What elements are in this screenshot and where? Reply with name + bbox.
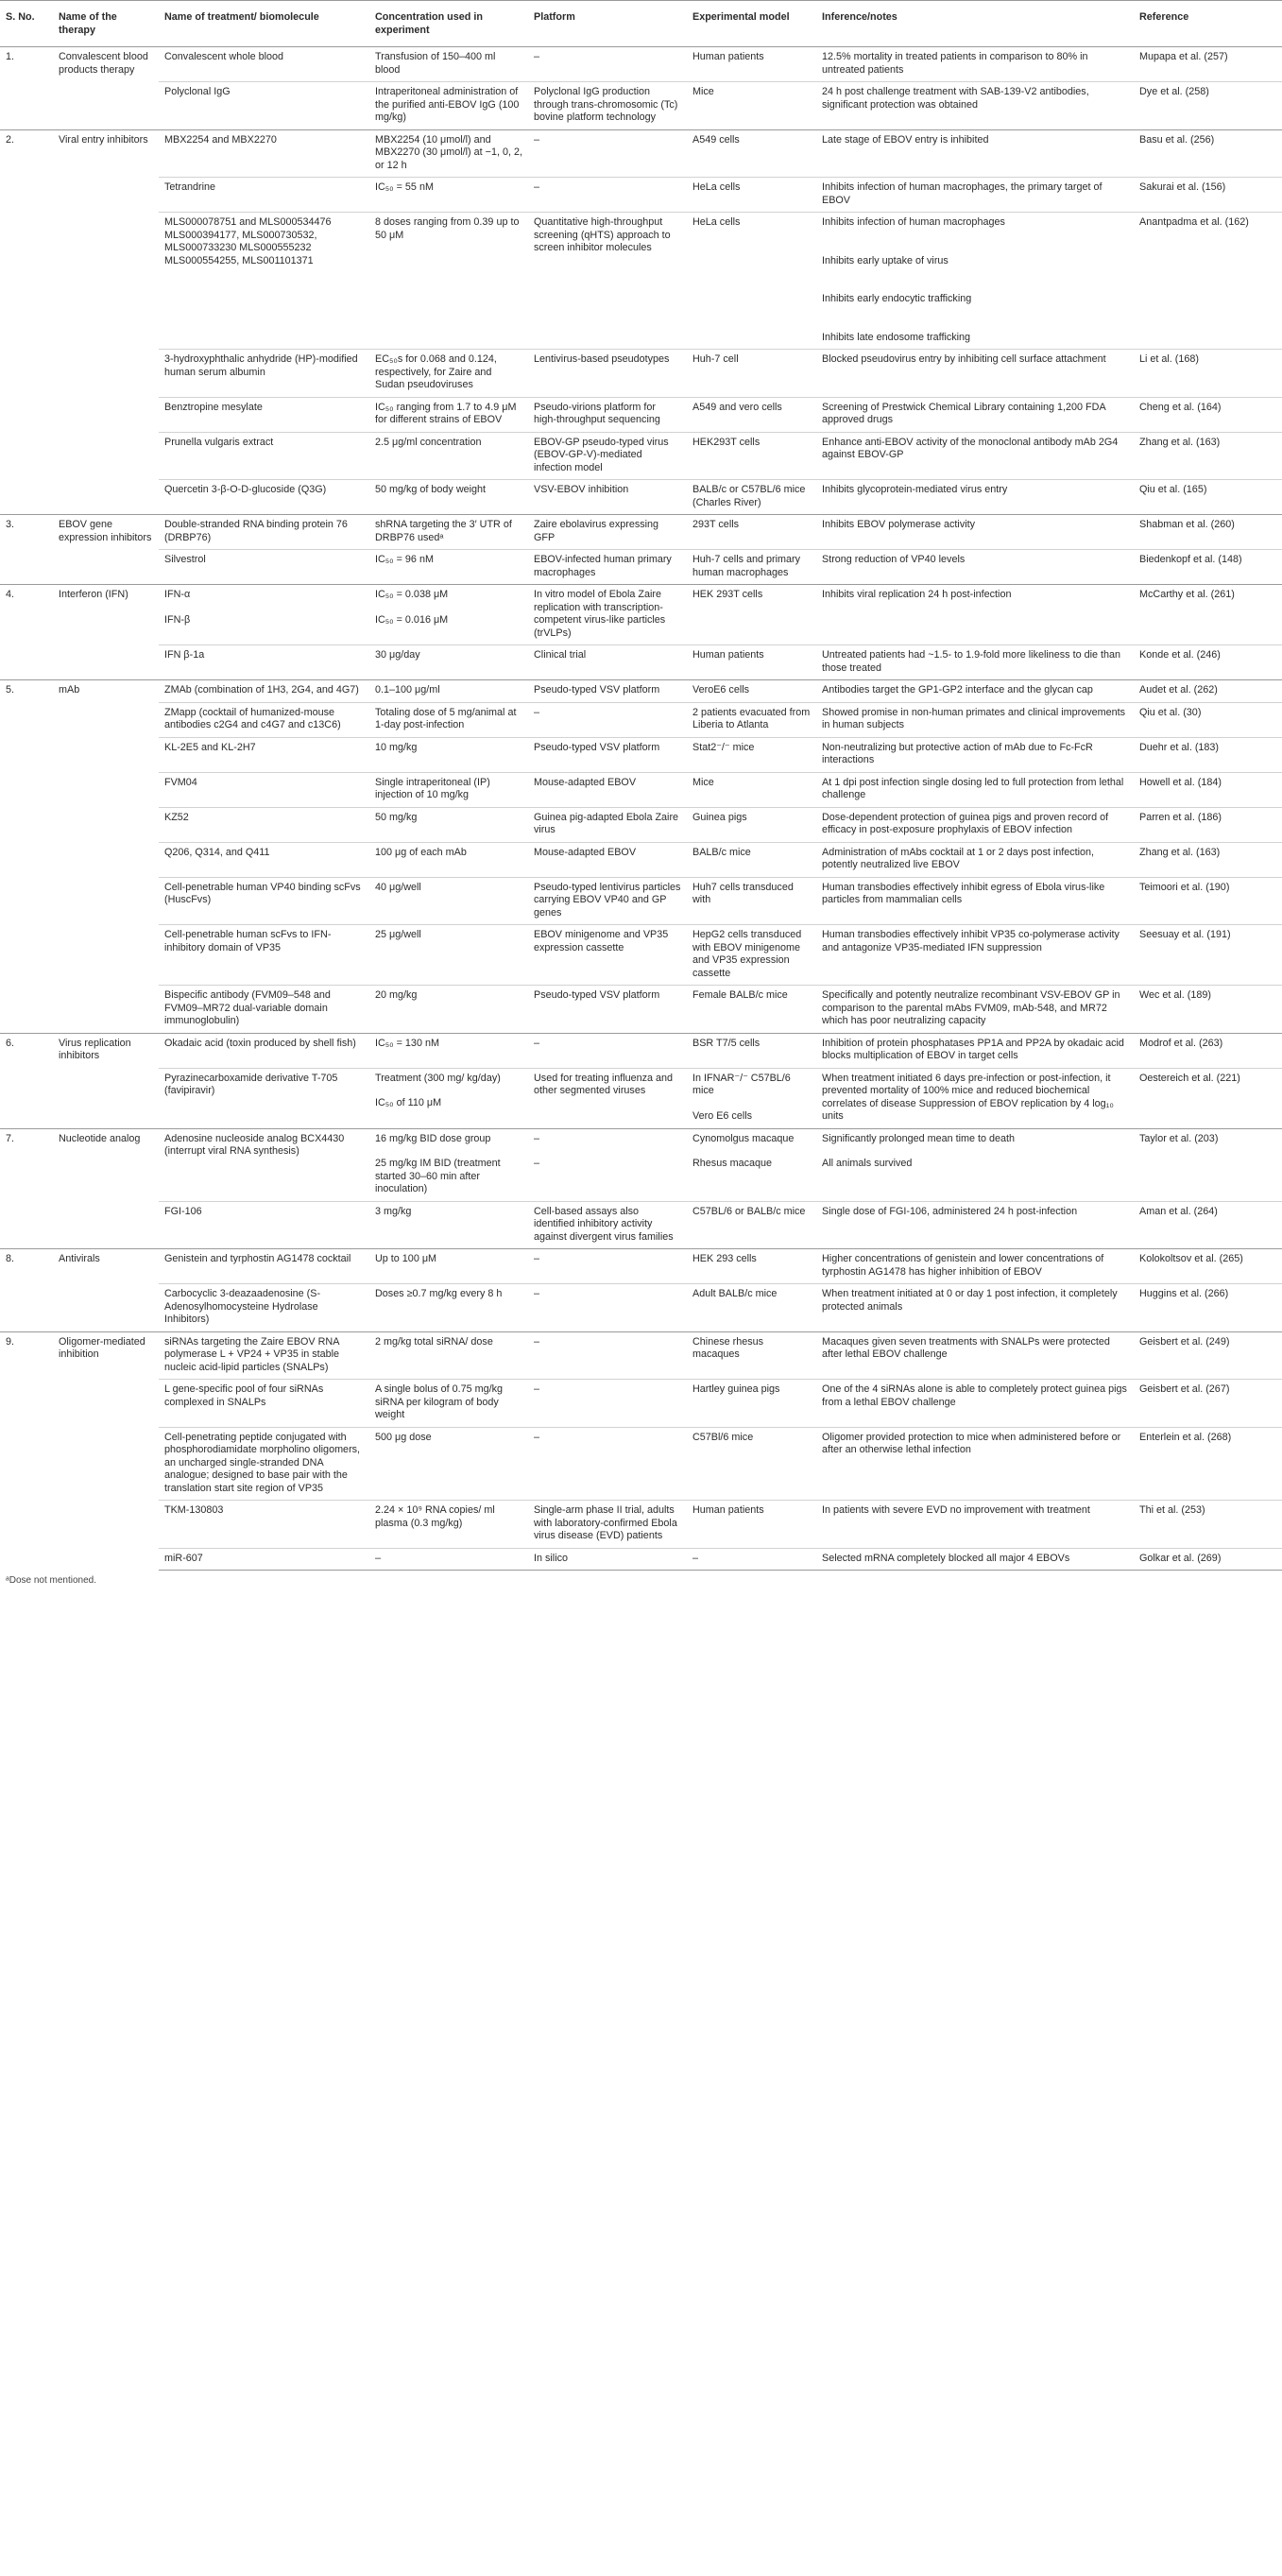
concentration-cell: A single bolus of 0.75 mg/kg siRNA per kilogram of body weight [369, 1380, 528, 1428]
platform-cell: Guinea pig-adapted Ebola Zaire virus [528, 807, 687, 842]
row-number: 4. [0, 585, 53, 680]
concentration-cell: Totaling dose of 5 mg/animal at 1-day post-infection [369, 702, 528, 737]
reference-cell: Zhang et al. (163) [1134, 842, 1282, 877]
therapy-name: Interferon (IFN) [53, 585, 159, 680]
reference-cell: Zhang et al. (163) [1134, 432, 1282, 480]
table-row [0, 1284, 1282, 1332]
concentration-cell [369, 1128, 528, 1201]
table-row [0, 772, 1282, 807]
model-line: In IFNAR⁻/⁻ C57BL/6 mice [692, 1072, 791, 1096]
reference-cell: Teimoori et al. (190) [1134, 877, 1282, 925]
notes-cell: Inhibits EBOV polymerase activity [816, 515, 1134, 550]
concentration-cell: EC₅₀s for 0.068 and 0.124, respectively, for Zaire and Sudan pseudoviruses [369, 350, 528, 398]
model-cell: Hartley guinea pigs [687, 1380, 816, 1428]
table-row [0, 842, 1282, 877]
table-row [0, 1331, 1282, 1380]
model-cell: BSR T7/5 cells [687, 1033, 816, 1068]
concentration-cell: 20 mg/kg [369, 986, 528, 1034]
platform-cell: – [528, 1427, 687, 1501]
header-therapy: Name of the therapy [53, 1, 159, 47]
footnote: ᵃDose not mentioned. [6, 1575, 97, 1586]
concentration-cell: 2.24 × 10⁹ RNA copies/ ml plasma (0.3 mg/kg) [369, 1501, 528, 1549]
model-cell: HEK 293 cells [687, 1249, 816, 1284]
table-row [0, 1068, 1282, 1128]
notes-cell: Screening of Prestwick Chemical Library containing 1,200 FDA approved drugs [816, 397, 1134, 432]
model-cell: Adult BALB/c mice [687, 1284, 816, 1332]
table-row [0, 1548, 1282, 1571]
table-row [0, 480, 1282, 515]
reference-cell: Audet et al. (262) [1134, 680, 1282, 703]
model-line: Rhesus macaque [692, 1158, 773, 1169]
concentration-cell: 0.1–100 μg/ml [369, 680, 528, 703]
treatment-cell: Tetrandrine [159, 178, 369, 213]
platform-cell [528, 1128, 687, 1201]
model-cell: HeLa cells [687, 178, 816, 213]
treatment-cell: Cell-penetrating peptide conjugated with phosphorodiamidate morpholino oligomers, an uncharged single-stranded DNA analogue; designed to base pair with the translation start site region of VP35 [159, 1427, 369, 1501]
notes-cell: Late stage of EBOV entry is inhibited [816, 129, 1134, 178]
concentration-cell [369, 1068, 528, 1128]
notes-line: Inhibits early uptake of virus [822, 254, 949, 266]
model-cell: C57Bl/6 mice [687, 1427, 816, 1501]
treatment-cell: Genistein and tyrphostin AG1478 cocktail [159, 1249, 369, 1284]
reference-cell: Golkar et al. (269) [1134, 1548, 1282, 1571]
treatment-cell: Cell-penetrable human VP40 binding scFvs (HuscFvs) [159, 877, 369, 925]
treatment-cell: Q206, Q314, and Q411 [159, 842, 369, 877]
model-cell: Huh-7 cells and primary human macrophages [687, 550, 816, 585]
row-number: 6. [0, 1033, 53, 1128]
header-platform: Platform [528, 1, 687, 47]
concentration-cell: Single intraperitoneal (IP) injection of 10 mg/kg [369, 772, 528, 807]
notes-cell: Enhance anti-EBOV activity of the monoclonal antibody mAb 2G4 against EBOV-GP [816, 432, 1134, 480]
model-cell: Female BALB/c mice [687, 986, 816, 1034]
model-cell: Mice [687, 82, 816, 130]
notes-cell: Dose-dependent protection of guinea pigs and proven record of efficacy in post-exposure prophylaxis of EBOV infection [816, 807, 1134, 842]
notes-cell: Administration of mAbs cocktail at 1 or 2 days post infection, potently neutralized live EBOV [816, 842, 1134, 877]
therapy-name: Viral entry inhibitors [53, 129, 159, 515]
table-row [0, 550, 1282, 585]
platform-cell: – [528, 702, 687, 737]
row-number: 7. [0, 1128, 53, 1249]
table-row [0, 1427, 1282, 1501]
platform-cell: Pseudo-typed VSV platform [528, 680, 687, 703]
reference-cell: Aman et al. (264) [1134, 1201, 1282, 1249]
treatment-cell: Double-stranded RNA binding protein 76 (DRBP76) [159, 515, 369, 550]
notes-line: Inhibits early endocytic trafficking [822, 293, 972, 304]
notes-cell: In patients with severe EVD no improvement with treatment [816, 1501, 1134, 1549]
model-line: Cynomolgus macaque [692, 1132, 795, 1144]
platform-cell: Clinical trial [528, 645, 687, 680]
treatment-cell: KZ52 [159, 807, 369, 842]
header-model: Experimental model [687, 1, 816, 47]
treatment-cell: MLS000078751 and MLS000534476 MLS000394177, MLS000730532, MLS000733230 MLS000555232 MLS000554255, MLS001101371 [159, 213, 369, 350]
notes-cell: 24 h post challenge treatment with SAB-139-V2 antibodies, significant protection was obtained [816, 82, 1134, 130]
table-row [0, 350, 1282, 398]
concentration-cell: 50 mg/kg [369, 807, 528, 842]
model-cell: Huh7 cells transduced with [687, 877, 816, 925]
reference-cell: Shabman et al. (260) [1134, 515, 1282, 550]
notes-cell: Oligomer provided protection to mice when administered before or after an otherwise lethal infection [816, 1427, 1134, 1501]
treatment-cell: FVM04 [159, 772, 369, 807]
model-cell: A549 cells [687, 129, 816, 178]
treatment-cell: ZMapp (cocktail of humanized-mouse antibodies c2G4 and c4G7 and c13C6) [159, 702, 369, 737]
reference-cell: Kolokoltsov et al. (265) [1134, 1249, 1282, 1284]
concentration-cell: 40 μg/well [369, 877, 528, 925]
model-cell: A549 and vero cells [687, 397, 816, 432]
notes-line: Inhibits late endosome trafficking [822, 331, 971, 343]
reference-cell: Taylor et al. (203) [1134, 1128, 1282, 1201]
treatment-cell: KL-2E5 and KL-2H7 [159, 737, 369, 772]
platform-cell: Pseudo-typed lentivirus particles carrying EBOV VP40 and GP genes [528, 877, 687, 925]
header-treatment: Name of treatment/ biomolecule [159, 1, 369, 47]
concentration-cell: 8 doses ranging from 0.39 up to 50 μM [369, 213, 528, 350]
treatment-cell: Prunella vulgaris extract [159, 432, 369, 480]
platform-cell: Pseudo-typed VSV platform [528, 986, 687, 1034]
treatment-cell: Bispecific antibody (FVM09–548 and FVM09–MR72 dual-variable domain immunoglobulin) [159, 986, 369, 1034]
table-row [0, 1201, 1282, 1249]
reference-cell: Cheng et al. (164) [1134, 397, 1282, 432]
platform-cell: – [528, 1331, 687, 1380]
model-cell: Stat2⁻/⁻ mice [687, 737, 816, 772]
platform-cell: VSV-EBOV inhibition [528, 480, 687, 515]
table-row [0, 1128, 1282, 1201]
platform-cell: – [528, 129, 687, 178]
concentration-cell: Up to 100 μM [369, 1249, 528, 1284]
table-row [0, 1380, 1282, 1428]
therapy-name: Virus replication inhibitors [53, 1033, 159, 1128]
concentration-cell: 10 mg/kg [369, 737, 528, 772]
table-row [0, 645, 1282, 680]
model-cell: Human patients [687, 645, 816, 680]
concentration-cell: Intraperitoneal administration of the purified anti-EBOV IgG (100 mg/kg) [369, 82, 528, 130]
reference-cell: Seesuay et al. (191) [1134, 925, 1282, 986]
conc-line: IC₅₀ = 0.038 μM [375, 589, 449, 600]
platform-cell: Lentivirus-based pseudotypes [528, 350, 687, 398]
treatment-line: IFN-α [164, 589, 191, 600]
notes-cell: Single dose of FGI-106, administered 24 h post-infection [816, 1201, 1134, 1249]
treatment-cell: IFN β-1a [159, 645, 369, 680]
model-cell: BALB/c mice [687, 842, 816, 877]
reference-cell: Thi et al. (253) [1134, 1501, 1282, 1549]
table-row [0, 515, 1282, 550]
therapy-name: mAb [53, 680, 159, 1034]
reference-cell: Geisbert et al. (249) [1134, 1331, 1282, 1380]
treatment-cell: Pyrazinecarboxamide derivative T-705 (favipiravir) [159, 1068, 369, 1128]
notes-cell: Inhibits viral replication 24 h post-infection [816, 585, 1134, 645]
model-cell: 293T cells [687, 515, 816, 550]
notes-line: Inhibits infection of human macrophages [822, 216, 1005, 228]
table-row [0, 925, 1282, 986]
table-row [0, 680, 1282, 703]
reference-cell: Parren et al. (186) [1134, 807, 1282, 842]
notes-cell: Untreated patients had ~1.5- to 1.9-fold more likeliness to die than those treated [816, 645, 1134, 680]
table-body [0, 47, 1282, 1571]
platform-cell: Used for treating influenza and other segmented viruses [528, 1068, 687, 1128]
model-cell: BALB/c or C57BL/6 mice (Charles River) [687, 480, 816, 515]
treatment-cell: Quercetin 3-β-O-D-glucoside (Q3G) [159, 480, 369, 515]
reference-cell: Duehr et al. (183) [1134, 737, 1282, 772]
notes-cell: Human transbodies effectively inhibit egress of Ebola virus-like particles from mammalian cells [816, 877, 1134, 925]
notes-cell: Antibodies target the GP1-GP2 interface and the glycan cap [816, 680, 1134, 703]
reference-cell: Biedenkopf et al. (148) [1134, 550, 1282, 585]
treatment-cell [159, 585, 369, 645]
platform-cell: EBOV-GP pseudo-typed virus (EBOV-GP-V)-mediated infection model [528, 432, 687, 480]
row-number: 3. [0, 515, 53, 585]
model-cell: Chinese rhesus macaques [687, 1331, 816, 1380]
model-cell: Guinea pigs [687, 807, 816, 842]
reference-cell: McCarthy et al. (261) [1134, 585, 1282, 645]
row-number: 2. [0, 129, 53, 515]
platform-cell: Pseudo-virions platform for high-throughput sequencing [528, 397, 687, 432]
model-cell: C57BL/6 or BALB/c mice [687, 1201, 816, 1249]
concentration-cell: Transfusion of 150–400 ml blood [369, 47, 528, 82]
model-cell: – [687, 1548, 816, 1571]
conc-line: 25 mg/kg IM BID (treatment started 30–60 min after inoculation) [375, 1158, 501, 1194]
concentration-cell: IC₅₀ ranging from 1.7 to 4.9 μM for different strains of EBOV [369, 397, 528, 432]
concentration-cell: 50 mg/kg of body weight [369, 480, 528, 515]
table-row [0, 1249, 1282, 1284]
notes-cell: Selected mRNA completely blocked all major 4 EBOVs [816, 1548, 1134, 1571]
header-concentration: Concentration used in experiment [369, 1, 528, 47]
treatment-cell: ZMAb (combination of 1H3, 2G4, and 4G7) [159, 680, 369, 703]
platform-cell: – [528, 47, 687, 82]
row-number: 5. [0, 680, 53, 1034]
model-cell: HEK 293T cells [687, 585, 816, 645]
platform-cell: Quantitative high-throughput screening (qHTS) approach to screen inhibitor molecules [528, 213, 687, 350]
concentration-cell: IC₅₀ = 130 nM [369, 1033, 528, 1068]
notes-cell: Macaques given seven treatments with SNALPs were protected after lethal EBOV challenge [816, 1331, 1134, 1380]
table-row [0, 1033, 1282, 1068]
reference-cell: Huggins et al. (266) [1134, 1284, 1282, 1332]
model-cell: HEK293T cells [687, 432, 816, 480]
platform-line: – [534, 1158, 540, 1169]
row-number: 9. [0, 1331, 53, 1571]
model-cell: HeLa cells [687, 213, 816, 350]
concentration-cell: IC₅₀ = 55 nM [369, 178, 528, 213]
row-number: 1. [0, 47, 53, 130]
table-row [0, 432, 1282, 480]
treatment-cell: siRNAs targeting the Zaire EBOV RNA polymerase L + VP24 + VP35 in stable nucleic acid-lipid particles (SNALPs) [159, 1331, 369, 1380]
treatment-cell: miR-607 [159, 1548, 369, 1571]
header-sno: S. No. [0, 1, 53, 47]
conc-line: 16 mg/kg BID dose group [375, 1132, 491, 1144]
concentration-cell: IC₅₀ = 96 nM [369, 550, 528, 585]
notes-cell [816, 1128, 1134, 1201]
notes-cell: 12.5% mortality in treated patients in comparison to 80% in untreated patients [816, 47, 1134, 82]
platform-cell: Pseudo-typed VSV platform [528, 737, 687, 772]
notes-cell: Inhibits glycoprotein-mediated virus entry [816, 480, 1134, 515]
reference-cell: Enterlein et al. (268) [1134, 1427, 1282, 1501]
model-cell [687, 1068, 816, 1128]
concentration-cell: 2.5 μg/ml concentration [369, 432, 528, 480]
treatment-cell: Carbocyclic 3-deazaadenosine (S-Adenosylhomocysteine Hydrolase Inhibitors) [159, 1284, 369, 1332]
therapy-name: EBOV gene expression inhibitors [53, 515, 159, 585]
reference-cell: Qiu et al. (30) [1134, 702, 1282, 737]
notes-line: All animals survived [822, 1158, 913, 1169]
model-cell: 2 patients evacuated from Liberia to Atlanta [687, 702, 816, 737]
reference-cell: Modrof et al. (263) [1134, 1033, 1282, 1068]
treatment-cell: L gene-specific pool of four siRNAs complexed in SNALPs [159, 1380, 369, 1428]
platform-line: – [534, 1132, 540, 1144]
conc-line: Treatment (300 mg/ kg/day) [375, 1072, 501, 1084]
notes-cell: Non-neutralizing but protective action of mAb due to Fc-FcR interactions [816, 737, 1134, 772]
therapy-name: Oligomer-mediated inhibition [53, 1331, 159, 1571]
notes-cell: Showed promise in non-human primates and clinical improvements in human subjects [816, 702, 1134, 737]
platform-cell: In silico [528, 1548, 687, 1571]
reference-cell: Anantpadma et al. (162) [1134, 213, 1282, 350]
table-row [0, 82, 1282, 130]
reference-cell: Basu et al. (256) [1134, 129, 1282, 178]
treatment-line: IFN-β [164, 613, 191, 626]
concentration-cell: shRNA targeting the 3′ UTR of DRBP76 usedᵃ [369, 515, 528, 550]
model-cell: VeroE6 cells [687, 680, 816, 703]
platform-cell: – [528, 1380, 687, 1428]
notes-cell [816, 213, 1134, 350]
reference-cell: Geisbert et al. (267) [1134, 1380, 1282, 1428]
table-row [0, 1501, 1282, 1549]
platform-cell: Zaire ebolavirus expressing GFP [528, 515, 687, 550]
model-cell: Huh-7 cell [687, 350, 816, 398]
notes-line: Significantly prolonged mean time to death [822, 1132, 1016, 1144]
conc-line: IC₅₀ = 0.016 μM [375, 613, 449, 626]
table-row [0, 702, 1282, 737]
table-row [0, 986, 1282, 1034]
concentration-cell: 100 μg of each mAb [369, 842, 528, 877]
treatment-cell: Polyclonal IgG [159, 82, 369, 130]
table-row [0, 737, 1282, 772]
table-row [0, 47, 1282, 82]
therapy-name: Antivirals [53, 1249, 159, 1332]
reference-cell: Dye et al. (258) [1134, 82, 1282, 130]
platform-cell: Polyclonal IgG production through trans-chromosomic (Tc) bovine platform technology [528, 82, 687, 130]
table-row [0, 585, 1282, 645]
concentration-cell: 2 mg/kg total siRNA/ dose [369, 1331, 528, 1380]
notes-cell: Specifically and potently neutralize recombinant VSV-EBOV GP in comparison to the parental mAbs FVM09, mAb-548, and MR72 which has poor neutralizing capacity [816, 986, 1134, 1034]
platform-cell: – [528, 178, 687, 213]
treatment-cell: Cell-penetrable human scFvs to IFN-inhibitory domain of VP35 [159, 925, 369, 986]
platform-cell: EBOV-infected human primary macrophages [528, 550, 687, 585]
row-number: 8. [0, 1249, 53, 1332]
table-row [0, 807, 1282, 842]
reference-cell: Oestereich et al. (221) [1134, 1068, 1282, 1128]
reference-cell: Konde et al. (246) [1134, 645, 1282, 680]
platform-cell: Cell-based assays also identified inhibitory activity against divergent virus families [528, 1201, 687, 1249]
treatment-cell: TKM-130803 [159, 1501, 369, 1549]
notes-cell: Inhibits infection of human macrophages, the primary target of EBOV [816, 178, 1134, 213]
model-cell: HepG2 cells transduced with EBOV minigenome and VP35 expression cassette [687, 925, 816, 986]
notes-cell: Strong reduction of VP40 levels [816, 550, 1134, 585]
treatment-cell: Adenosine nucleoside analog BCX4430 (interrupt viral RNA synthesis) [159, 1128, 369, 1201]
concentration-cell: 25 μg/well [369, 925, 528, 986]
concentration-cell: – [369, 1548, 528, 1571]
header-notes: Inference/notes [816, 1, 1134, 47]
model-cell: Mice [687, 772, 816, 807]
therapy-name: Nucleotide analog [53, 1128, 159, 1249]
table-row [0, 178, 1282, 213]
table-header-row [0, 1, 1282, 47]
reference-cell: Qiu et al. (165) [1134, 480, 1282, 515]
treatment-cell: Okadaic acid (toxin produced by shell fish) [159, 1033, 369, 1068]
notes-cell: Human transbodies effectively inhibit VP35 co-polymerase activity and antagonize VP35-mediated IFN suppression [816, 925, 1134, 986]
header-reference: Reference [1134, 1, 1282, 47]
table-row [0, 397, 1282, 432]
table-row [0, 213, 1282, 350]
reference-cell: Li et al. (168) [1134, 350, 1282, 398]
platform-cell: EBOV minigenome and VP35 expression cassette [528, 925, 687, 986]
platform-cell: – [528, 1284, 687, 1332]
notes-cell: At 1 dpi post infection single dosing led to full protection from lethal challenge [816, 772, 1134, 807]
notes-cell: Inhibition of protein phosphatases PP1A and PP2A by okadaic acid blocks multiplication of EBOV in target cells [816, 1033, 1134, 1068]
table-row [0, 877, 1282, 925]
concentration-cell: 500 μg dose [369, 1427, 528, 1501]
reference-cell: Sakurai et al. (156) [1134, 178, 1282, 213]
conc-line: IC₅₀ of 110 μM [375, 1097, 442, 1108]
model-cell [687, 1128, 816, 1201]
concentration-cell: Doses ≥0.7 mg/kg every 8 h [369, 1284, 528, 1332]
notes-cell: Blocked pseudovirus entry by inhibiting cell surface attachment [816, 350, 1134, 398]
concentration-cell [369, 585, 528, 645]
treatment-cell: 3-hydroxyphthalic anhydride (HP)-modified human serum albumin [159, 350, 369, 398]
model-cell: Human patients [687, 1501, 816, 1549]
notes-cell: Higher concentrations of genistein and lower concentrations of tyrphostin AG1478 has higher inhibition of EBOV [816, 1249, 1134, 1284]
platform-cell: – [528, 1033, 687, 1068]
reference-cell: Wec et al. (189) [1134, 986, 1282, 1034]
reference-cell: Mupapa et al. (257) [1134, 47, 1282, 82]
platform-cell: In vitro model of Ebola Zaire replication with transcription-competent virus-like particles (trVLPs) [528, 585, 687, 645]
concentration-cell: 30 μg/day [369, 645, 528, 680]
platform-cell: Mouse-adapted EBOV [528, 842, 687, 877]
notes-cell: One of the 4 siRNAs alone is able to completely protect guinea pigs from a lethal EBOV challenge [816, 1380, 1134, 1428]
notes-cell: When treatment initiated at 0 or day 1 post infection, it completely protected animals [816, 1284, 1134, 1332]
treatment-cell: Benztropine mesylate [159, 397, 369, 432]
table-row [0, 129, 1282, 178]
platform-cell: – [528, 1249, 687, 1284]
model-line: Vero E6 cells [692, 1109, 753, 1122]
treatment-cell: Convalescent whole blood [159, 47, 369, 82]
platform-cell: Mouse-adapted EBOV [528, 772, 687, 807]
treatment-cell: MBX2254 and MBX2270 [159, 129, 369, 178]
concentration-cell: 3 mg/kg [369, 1201, 528, 1249]
platform-cell: Single-arm phase II trial, adults with laboratory-confirmed Ebola virus disease (EVD) patients [528, 1501, 687, 1549]
treatment-cell: FGI-106 [159, 1201, 369, 1249]
treatment-cell: Silvestrol [159, 550, 369, 585]
therapy-name: Convalescent blood products therapy [53, 47, 159, 130]
model-cell: Human patients [687, 47, 816, 82]
notes-cell: When treatment initiated 6 days pre-infection or post-infection, it prevented mortality of 100% mice and reduced biochemical correlates of disease Suppression of EBOV replication by 4 log₁₀ units [816, 1068, 1134, 1128]
concentration-cell: MBX2254 (10 μmol/l) and MBX2270 (30 μmol/l) at −1, 0, 2, or 12 h [369, 129, 528, 178]
reference-cell: Howell et al. (184) [1134, 772, 1282, 807]
